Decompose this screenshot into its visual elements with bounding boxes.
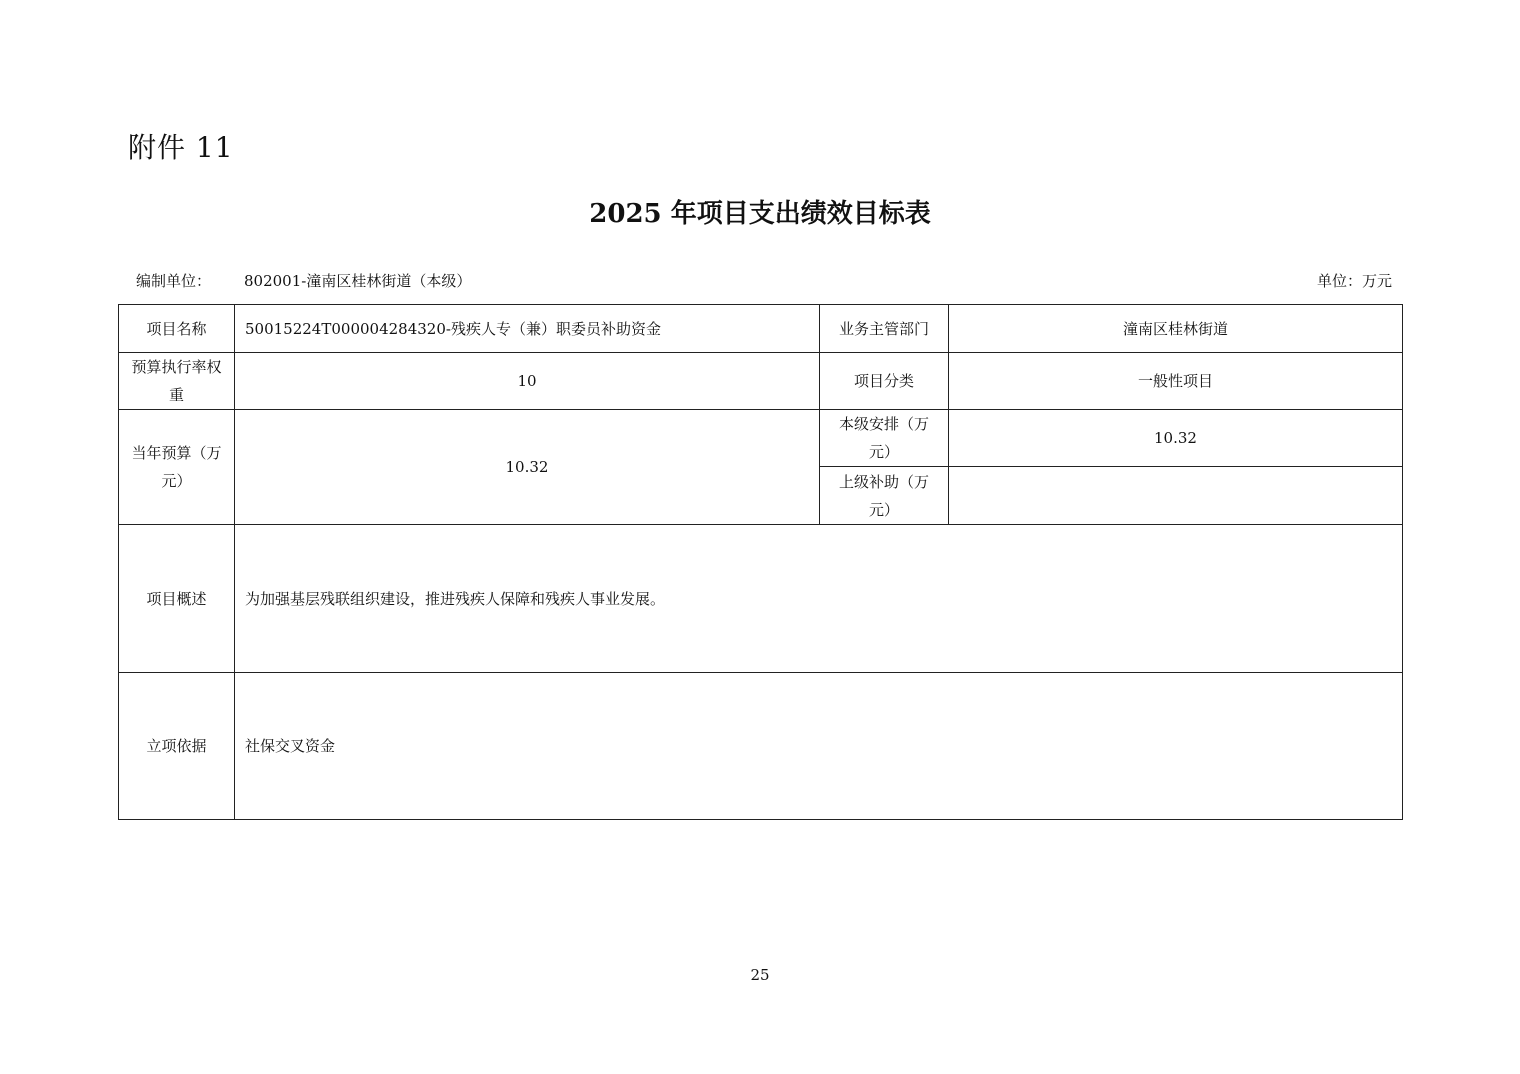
compiling-unit xyxy=(136,268,471,294)
project-name-label: 项目名称 xyxy=(119,305,235,353)
compiling-unit-value: 802001-潼南区桂林街道（本级） xyxy=(244,272,472,290)
upper-subsidy-value xyxy=(949,467,1403,525)
local-arrangement-label: 本级安排（万元） xyxy=(820,410,949,467)
currency-unit: 单位：万元 xyxy=(1316,272,1392,290)
table-row xyxy=(119,673,1403,820)
page-number: 25 xyxy=(750,966,770,984)
overview-value: 为加强基层残联组织建设，推进残疾人保障和残疾人事业发展。 xyxy=(235,525,1403,673)
basis-label: 立项依据 xyxy=(119,673,235,820)
table-row xyxy=(119,305,1403,353)
dept-label: 业务主管部门 xyxy=(820,305,949,353)
dept-value: 潼南区桂林街道 xyxy=(949,305,1403,353)
weight-label: 预算执行率权重 xyxy=(119,353,235,410)
table-row xyxy=(119,410,1403,467)
basis-value: 社保交叉资金 xyxy=(235,673,1403,820)
category-value: 一般性项目 xyxy=(949,353,1403,410)
overview-label: 项目概述 xyxy=(119,525,235,673)
attachment-label: 附件 11 xyxy=(128,131,234,164)
project-name-value: 50015224T000004284320-残疾人专（兼）职委员补助资金 xyxy=(235,305,820,353)
table-row xyxy=(119,353,1403,410)
local-arrangement-value: 10.32 xyxy=(949,410,1403,467)
page-title: 2025 年项目支出绩效目标表 xyxy=(589,199,931,229)
table-row xyxy=(119,525,1403,673)
performance-target-table xyxy=(118,304,1403,820)
budget-label: 当年预算（万元） xyxy=(119,410,235,525)
category-label: 项目分类 xyxy=(820,353,949,410)
weight-value: 10 xyxy=(235,353,820,410)
upper-subsidy-label: 上级补助（万元） xyxy=(820,467,949,525)
compiling-unit-label: 编制单位： xyxy=(136,272,212,290)
budget-value: 10.32 xyxy=(235,410,820,525)
